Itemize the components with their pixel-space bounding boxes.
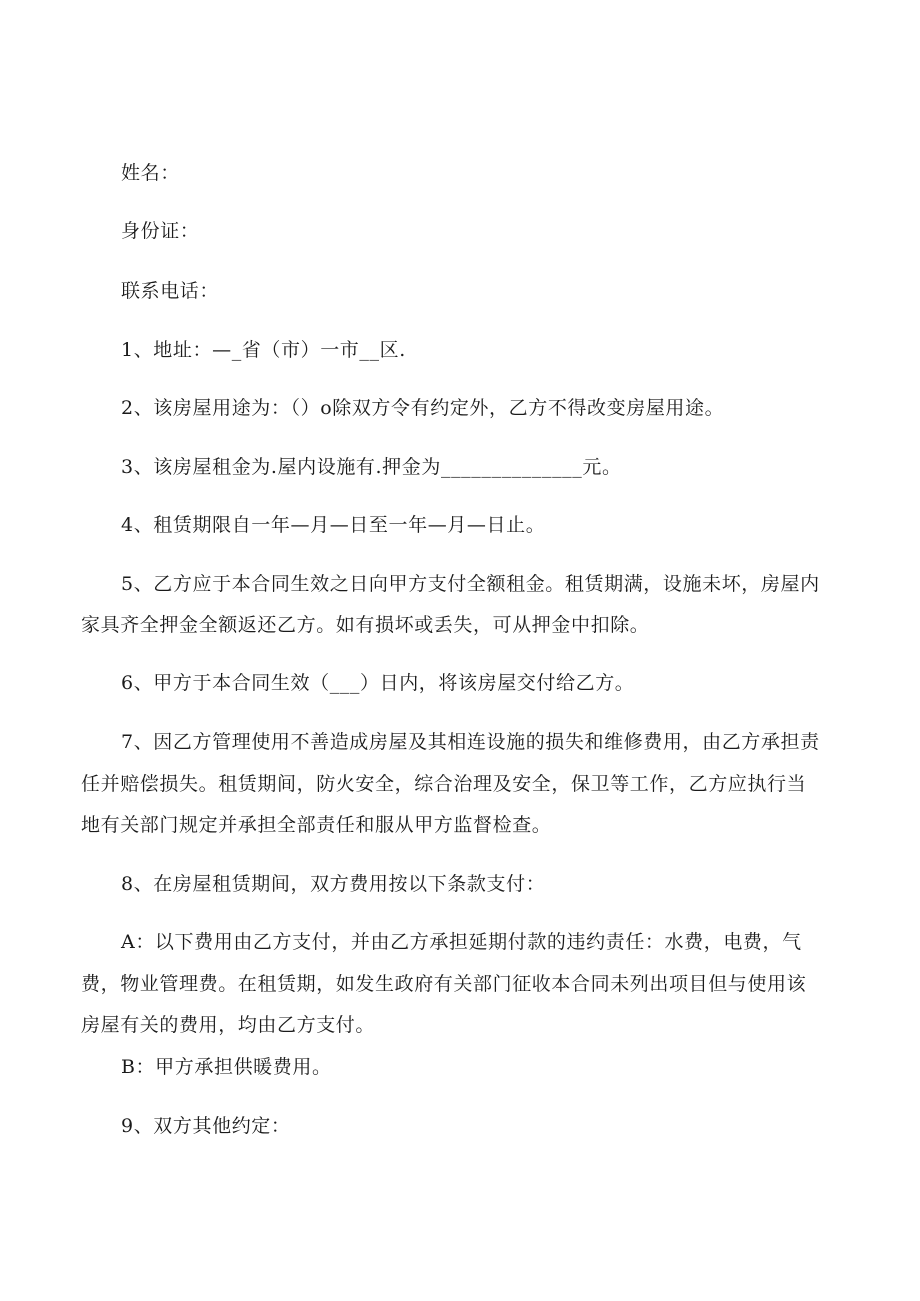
clause-5-line-2: 家具齐全押金全额返还乙方。如有损坏或丢失，可从押金中扣除。 <box>81 614 650 636</box>
clause-7-line-1: 7、因乙方管理使用不善造成房屋及其相连设施的损失和维修费用，由乙方承担责 <box>121 731 820 753</box>
clause-1-address: 1、地址：—_省（市）一市__区. <box>121 339 406 361</box>
clause-7-line-3: 地有关部门规定并承担全部责任和服从甲方监督检查。 <box>81 814 552 836</box>
clause-7-line-2: 任并赔偿损失。租赁期间，防火安全，综合治理及安全，保卫等工作，乙方应执行当 <box>81 773 807 795</box>
phone-field-label: 联系电话： <box>121 280 220 302</box>
clause-8b-heating: B：甲方承担供暖费用。 <box>121 1056 332 1078</box>
name-field-label: 姓名： <box>121 162 180 184</box>
id-card-field-label: 身份证： <box>121 220 200 242</box>
clause-8a-line-3: 房屋有关的费用，均由乙方支付。 <box>81 1014 376 1036</box>
clause-8-fees: 8、在房屋租赁期间，双方费用按以下条款支付： <box>121 873 546 895</box>
clause-6-handover: 6、甲方于本合同生效（___）日内，将该房屋交付给乙方。 <box>121 672 635 694</box>
clause-9-other: 9、双方其他约定： <box>121 1115 291 1137</box>
clause-8a-line-2: 费，物业管理费。在租赁期，如发生政府有关部门征收本合同未列出项目但与使用该 <box>81 973 807 995</box>
clause-3-rent-deposit: 3、该房屋租金为.屋内设施有.押金为______________元。 <box>121 456 622 478</box>
clause-5-line-1: 5、乙方应于本合同生效之日向甲方支付全额租金。租赁期满，设施未坏，房屋内 <box>121 573 820 595</box>
clause-4-lease-term: 4、租赁期限自一年—月—日至一年—月—日止。 <box>121 514 546 536</box>
clause-2-usage: 2、该房屋用途为：（）o除双方令有约定外，乙方不得改变房屋用途。 <box>121 397 725 419</box>
clause-8a-line-1: A：以下费用由乙方支付，并由乙方承担延期付款的违约责任：水费，电费，气 <box>121 931 802 953</box>
